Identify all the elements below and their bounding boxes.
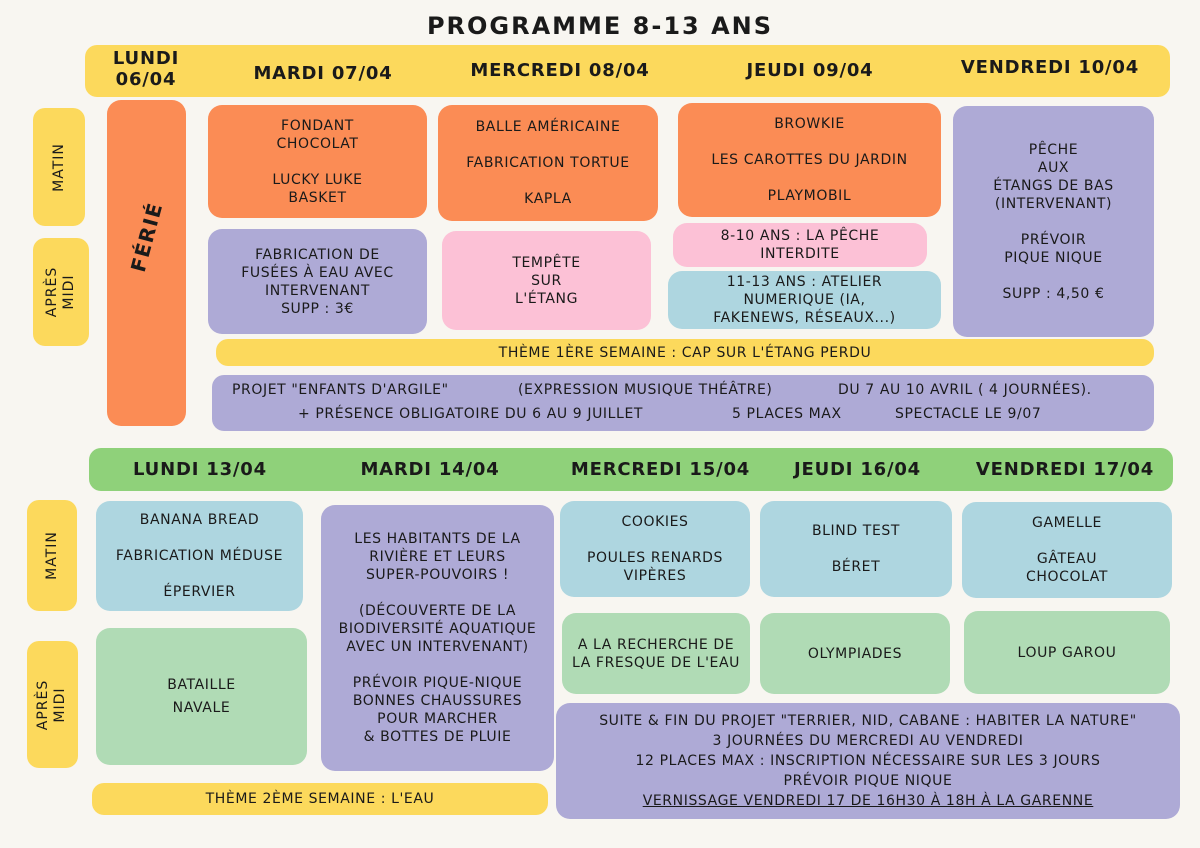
week1-wednesday-afternoon: TEMPÊTE SUR L'ÉTANG: [442, 231, 651, 330]
week2-day-thursday: JEUDI 16/04: [794, 459, 921, 480]
week1-thursday-morning: BROWKIE LES CAROTTES DU JARDIN PLAYMOBIL: [678, 103, 941, 217]
week1-apres-midi-label: APRÈS MIDI: [33, 238, 89, 346]
week1-day-tuesday: MARDI 07/04: [253, 63, 393, 84]
week2-monday-afternoon: BATAILLE NAVALE: [96, 628, 307, 765]
week1-day-friday: VENDREDI 10/04: [960, 57, 1140, 78]
week2-theme: THÈME 2ÈME SEMAINE : L'EAU: [92, 783, 548, 815]
week1-day-wednesday: MERCREDI 08/04: [470, 60, 650, 81]
week1-thursday-afternoon-1: 8-10 ANS : LA PÊCHE INTERDITE: [673, 223, 927, 267]
week2-thursday-afternoon: OLYMPIADES: [760, 613, 950, 694]
week1-theme: THÈME 1ÈRE SEMAINE : CAP SUR L'ÉTANG PERDU: [216, 339, 1154, 366]
week1-day-monday: LUNDI 06/04: [112, 48, 180, 90]
week2-wednesday-morning: COOKIES POULES RENARDS VIPÈRES: [560, 501, 750, 597]
week2-vernissage: VERNISSAGE VENDREDI 17 DE 16H30 À 18H À LA GARENNE: [642, 793, 1094, 809]
week2-day-wednesday: MERCREDI 15/04: [570, 459, 751, 480]
week2-thursday-morning: BLIND TEST BÉRET: [760, 501, 952, 597]
week2-friday-afternoon: LOUP GAROU: [964, 611, 1170, 694]
week2-tuesday: LES HABITANTS DE LA RIVIÈRE ET LEURS SUPER-POUVOIRS ! (DÉCOUVERTE DE LA BIODIVERSITÉ AQUATIQUE AVEC UN INTERVENANT) PRÉVOIR PIQUE-NIQUE BONNES CHAUSSURES POUR MARCHER & BOTTES DE PLUIE: [321, 505, 554, 771]
week1-tuesday-afternoon: FABRICATION DE FUSÉES À EAU AVEC INTERVENANT SUPP : 3€: [208, 229, 427, 334]
week2-day-tuesday: MARDI 14/04: [360, 459, 500, 480]
week2-day-monday: LUNDI 13/04: [133, 459, 267, 480]
week1-tuesday-morning: FONDANT CHOCOLAT LUCKY LUKE BASKET: [208, 105, 427, 218]
week1-matin-label: MATIN: [33, 108, 85, 226]
week1-monday-ferie: FÉRIÉ: [107, 100, 186, 426]
week2-project: SUITE & FIN DU PROJET "TERRIER, NID, CABANE : HABITER LA NATURE" 3 JOURNÉES DU MERCREDI AU VENDREDI 12 PLACES MAX : INSCRIPTION NÉCESSAIRE SUR LES 3 JOURS PRÉVOIR PIQUE NIQUE VERNISSAGE VENDREDI 17 DE 16H30 À 18H À LA GARENNE: [556, 703, 1180, 819]
week2-apres-midi-label: APRÈS MIDI: [27, 641, 78, 768]
week1-friday: PÊCHE AUX ÉTANGS DE BAS (INTERVENANT) PRÉVOIR PIQUE NIQUE SUPP : 4,50 €: [953, 106, 1154, 337]
week2-monday-morning: BANANA BREAD FABRICATION MÉDUSE ÉPERVIER: [96, 501, 303, 611]
week2-wednesday-afternoon: A LA RECHERCHE DE LA FRESQUE DE L'EAU: [562, 613, 750, 694]
week1-day-thursday: JEUDI 09/04: [746, 60, 874, 81]
week2-day-friday: VENDREDI 17/04: [975, 459, 1155, 480]
week2-matin-label: MATIN: [27, 500, 77, 611]
week1-project: PROJET "ENFANTS D'ARGILE" (EXPRESSION MUSIQUE THÉÂTRE) DU 7 AU 10 AVRIL ( 4 JOURNÉES). + PRÉSENCE OBLIGATOIRE DU 6 AU 9 JUILLET 5 PLACES MAX SPECTACLE LE 9/07: [212, 375, 1154, 431]
page-title: PROGRAMME 8-13 ANS: [426, 12, 774, 40]
week2-friday-morning: GAMELLE GÂTEAU CHOCOLAT: [962, 502, 1172, 598]
week1-thursday-afternoon-2: 11-13 ANS : ATELIER NUMERIQUE (IA, FAKENEWS, RÉSEAUX...): [668, 271, 941, 329]
week1-wednesday-morning: BALLE AMÉRICAINE FABRICATION TORTUE KAPLA: [438, 105, 658, 221]
